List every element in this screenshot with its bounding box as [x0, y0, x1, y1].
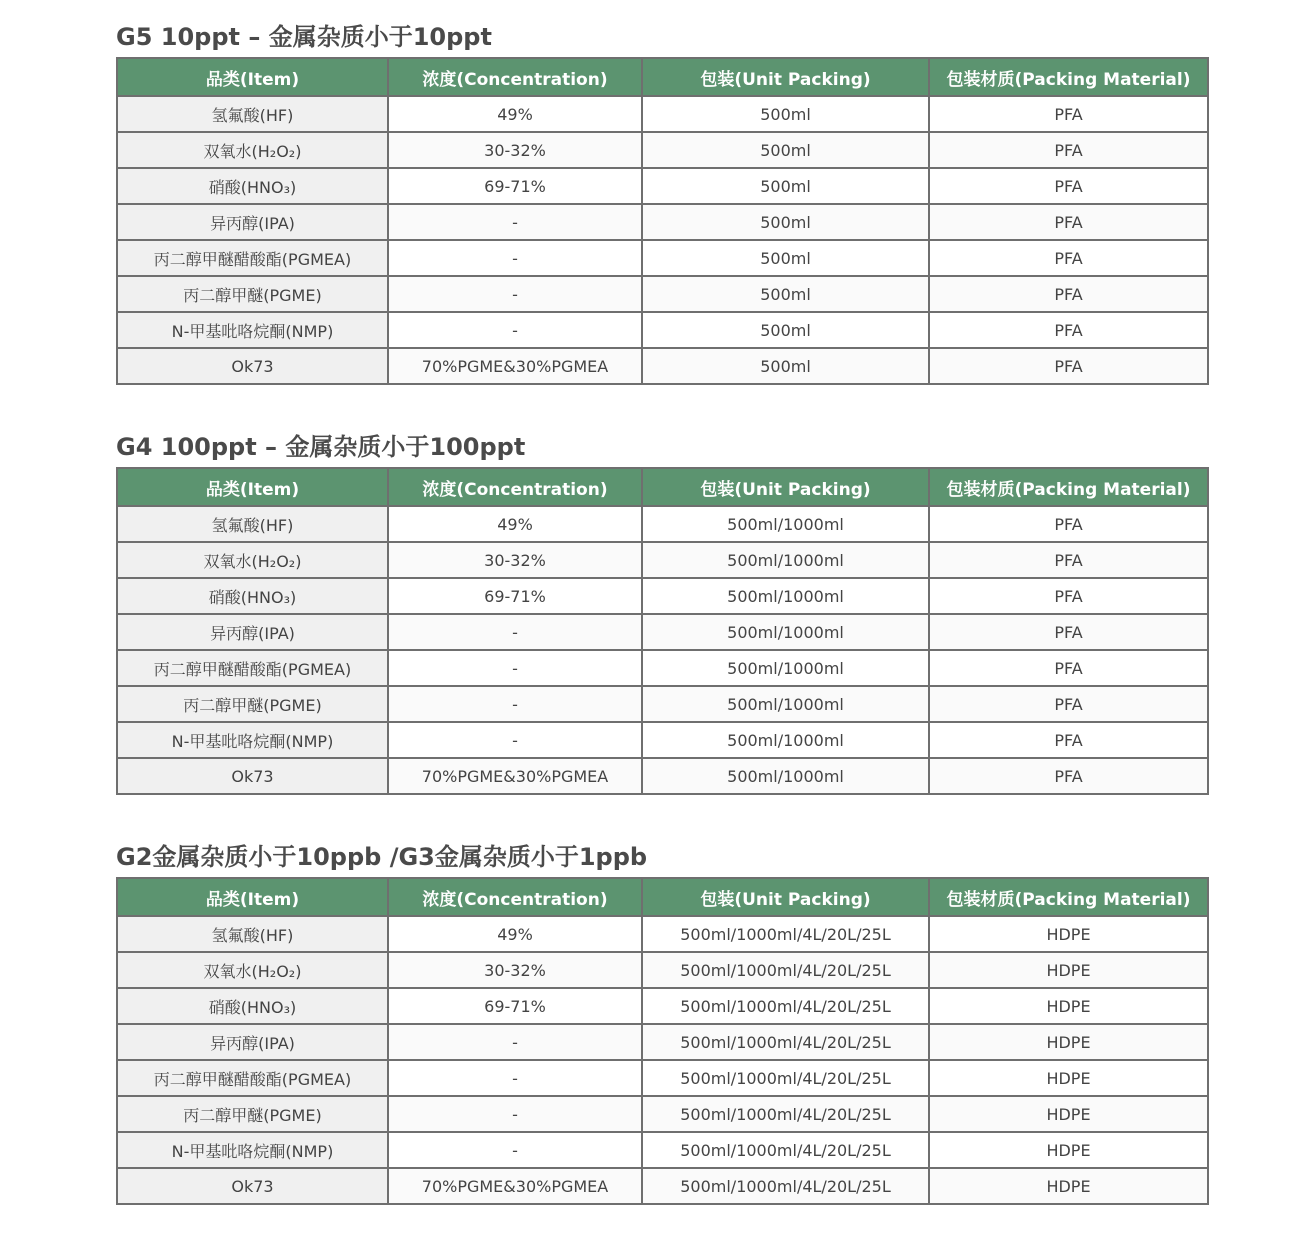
cell-item: 丙二醇甲醚醋酸酯(PGMEA): [117, 650, 388, 686]
cell-item: 异丙醇(IPA): [117, 614, 388, 650]
header-unit-packing: 包装(Unit Packing): [642, 878, 929, 916]
cell-unit-packing: 500ml: [642, 312, 929, 348]
cell-item: N-甲基吡咯烷酮(NMP): [117, 312, 388, 348]
cell-concentration: 69-71%: [388, 168, 642, 204]
header-unit-packing: 包装(Unit Packing): [642, 58, 929, 96]
table-row: [117, 348, 1208, 384]
cell-item: Ok73: [117, 348, 388, 384]
table-row: [117, 758, 1208, 794]
cell-concentration: -: [388, 240, 642, 276]
section-g5: [116, 17, 1207, 385]
cell-packing-material: PFA: [929, 650, 1208, 686]
cell-concentration: -: [388, 1096, 642, 1132]
table-row: [117, 916, 1208, 952]
cell-unit-packing: 500ml/1000ml/4L/20L/25L: [642, 1096, 929, 1132]
table-row: [117, 240, 1208, 276]
cell-concentration: 70%PGME&30%PGMEA: [388, 758, 642, 794]
cell-item: 硝酸(HNO₃): [117, 988, 388, 1024]
table-row: [117, 1168, 1208, 1204]
table-header-row: [117, 878, 1208, 916]
cell-packing-material: PFA: [929, 276, 1208, 312]
cell-item: 氢氟酸(HF): [117, 916, 388, 952]
header-concentration: 浓度(Concentration): [388, 468, 642, 506]
header-item: 品类(Item): [117, 468, 388, 506]
cell-concentration: -: [388, 312, 642, 348]
cell-unit-packing: 500ml: [642, 276, 929, 312]
cell-packing-material: HDPE: [929, 1060, 1208, 1096]
cell-item: 氢氟酸(HF): [117, 506, 388, 542]
cell-packing-material: HDPE: [929, 1096, 1208, 1132]
cell-concentration: -: [388, 686, 642, 722]
table-row: [117, 1060, 1208, 1096]
cell-unit-packing: 500ml: [642, 132, 929, 168]
cell-item: N-甲基吡咯烷酮(NMP): [117, 722, 388, 758]
cell-unit-packing: 500ml/1000ml/4L/20L/25L: [642, 1132, 929, 1168]
cell-item: 双氧水(H₂O₂): [117, 132, 388, 168]
table-row: [117, 276, 1208, 312]
table-header-row: [117, 58, 1208, 96]
table-row: [117, 1096, 1208, 1132]
table-row: [117, 952, 1208, 988]
table-row: [117, 686, 1208, 722]
cell-unit-packing: 500ml/1000ml: [642, 758, 929, 794]
cell-item: 氢氟酸(HF): [117, 96, 388, 132]
cell-packing-material: HDPE: [929, 952, 1208, 988]
header-packing-material: 包装材质(Packing Material): [929, 468, 1208, 506]
cell-packing-material: PFA: [929, 204, 1208, 240]
header-concentration: 浓度(Concentration): [388, 58, 642, 96]
table-row: [117, 168, 1208, 204]
cell-packing-material: PFA: [929, 614, 1208, 650]
cell-packing-material: PFA: [929, 722, 1208, 758]
cell-item: 硝酸(HNO₃): [117, 578, 388, 614]
cell-item: 硝酸(HNO₃): [117, 168, 388, 204]
table-row: [117, 312, 1208, 348]
table-row: [117, 1132, 1208, 1168]
cell-packing-material: HDPE: [929, 988, 1208, 1024]
cell-packing-material: PFA: [929, 96, 1208, 132]
cell-unit-packing: 500ml/1000ml/4L/20L/25L: [642, 988, 929, 1024]
table-row: [117, 132, 1208, 168]
table-row: [117, 988, 1208, 1024]
cell-item: 丙二醇甲醚(PGME): [117, 276, 388, 312]
cell-concentration: 70%PGME&30%PGMEA: [388, 1168, 642, 1204]
table-row: [117, 506, 1208, 542]
cell-concentration: 69-71%: [388, 988, 642, 1024]
cell-unit-packing: 500ml/1000ml/4L/20L/25L: [642, 1024, 929, 1060]
table-row: [117, 578, 1208, 614]
cell-unit-packing: 500ml/1000ml/4L/20L/25L: [642, 1168, 929, 1204]
cell-unit-packing: 500ml/1000ml: [642, 722, 929, 758]
cell-packing-material: HDPE: [929, 916, 1208, 952]
cell-unit-packing: 500ml/1000ml: [642, 686, 929, 722]
cell-packing-material: HDPE: [929, 1168, 1208, 1204]
cell-concentration: 70%PGME&30%PGMEA: [388, 348, 642, 384]
cell-unit-packing: 500ml: [642, 204, 929, 240]
cell-unit-packing: 500ml/1000ml/4L/20L/25L: [642, 952, 929, 988]
cell-unit-packing: 500ml/1000ml: [642, 650, 929, 686]
cell-packing-material: PFA: [929, 168, 1208, 204]
cell-packing-material: PFA: [929, 758, 1208, 794]
table-row: [117, 1024, 1208, 1060]
section-title: G2金属杂质小于10ppb /G3金属杂质小于1ppb: [116, 843, 648, 871]
cell-unit-packing: 500ml/1000ml: [642, 542, 929, 578]
cell-item: N-甲基吡咯烷酮(NMP): [117, 1132, 388, 1168]
cell-unit-packing: 500ml: [642, 240, 929, 276]
cell-concentration: -: [388, 1060, 642, 1096]
cell-packing-material: PFA: [929, 686, 1208, 722]
cell-concentration: -: [388, 650, 642, 686]
cell-concentration: 49%: [388, 916, 642, 952]
header-item: 品类(Item): [117, 58, 388, 96]
cell-item: 双氧水(H₂O₂): [117, 952, 388, 988]
spec-table: [116, 57, 1209, 385]
cell-concentration: -: [388, 204, 642, 240]
cell-item: 丙二醇甲醚(PGME): [117, 686, 388, 722]
section-title: G4 100ppt – 金属杂质小于100ppt: [116, 433, 526, 461]
header-concentration: 浓度(Concentration): [388, 878, 642, 916]
cell-concentration: 30-32%: [388, 132, 642, 168]
cell-item: 丙二醇甲醚(PGME): [117, 1096, 388, 1132]
cell-unit-packing: 500ml/1000ml: [642, 506, 929, 542]
spec-table: [116, 467, 1209, 795]
cell-packing-material: PFA: [929, 542, 1208, 578]
cell-unit-packing: 500ml/1000ml/4L/20L/25L: [642, 916, 929, 952]
cell-packing-material: PFA: [929, 506, 1208, 542]
cell-item: 双氧水(H₂O₂): [117, 542, 388, 578]
table-row: [117, 614, 1208, 650]
cell-item: 丙二醇甲醚醋酸酯(PGMEA): [117, 1060, 388, 1096]
cell-packing-material: PFA: [929, 240, 1208, 276]
cell-packing-material: HDPE: [929, 1024, 1208, 1060]
cell-packing-material: PFA: [929, 132, 1208, 168]
table-row: [117, 650, 1208, 686]
cell-concentration: 30-32%: [388, 542, 642, 578]
cell-concentration: 49%: [388, 506, 642, 542]
table-row: [117, 96, 1208, 132]
table-header-row: [117, 468, 1208, 506]
section-g2-g3: [116, 837, 1207, 1205]
table-row: [117, 722, 1208, 758]
cell-concentration: -: [388, 722, 642, 758]
section-g4: [116, 427, 1207, 795]
cell-concentration: -: [388, 614, 642, 650]
cell-item: 异丙醇(IPA): [117, 204, 388, 240]
cell-unit-packing: 500ml/1000ml/4L/20L/25L: [642, 1060, 929, 1096]
cell-item: 丙二醇甲醚醋酸酯(PGMEA): [117, 240, 388, 276]
cell-item: 异丙醇(IPA): [117, 1024, 388, 1060]
cell-packing-material: PFA: [929, 312, 1208, 348]
cell-packing-material: HDPE: [929, 1132, 1208, 1168]
cell-unit-packing: 500ml: [642, 348, 929, 384]
cell-concentration: 30-32%: [388, 952, 642, 988]
header-packing-material: 包装材质(Packing Material): [929, 58, 1208, 96]
cell-unit-packing: 500ml/1000ml: [642, 578, 929, 614]
header-packing-material: 包装材质(Packing Material): [929, 878, 1208, 916]
cell-concentration: -: [388, 1132, 642, 1168]
cell-item: Ok73: [117, 1168, 388, 1204]
cell-concentration: 49%: [388, 96, 642, 132]
cell-unit-packing: 500ml: [642, 96, 929, 132]
table-row: [117, 204, 1208, 240]
cell-unit-packing: 500ml: [642, 168, 929, 204]
cell-concentration: 69-71%: [388, 578, 642, 614]
cell-unit-packing: 500ml/1000ml: [642, 614, 929, 650]
header-item: 品类(Item): [117, 878, 388, 916]
cell-concentration: -: [388, 1024, 642, 1060]
cell-packing-material: PFA: [929, 348, 1208, 384]
section-title: G5 10ppt – 金属杂质小于10ppt: [116, 23, 492, 51]
cell-item: Ok73: [117, 758, 388, 794]
spec-table: [116, 877, 1209, 1205]
table-row: [117, 542, 1208, 578]
header-unit-packing: 包装(Unit Packing): [642, 468, 929, 506]
cell-concentration: -: [388, 276, 642, 312]
cell-packing-material: PFA: [929, 578, 1208, 614]
